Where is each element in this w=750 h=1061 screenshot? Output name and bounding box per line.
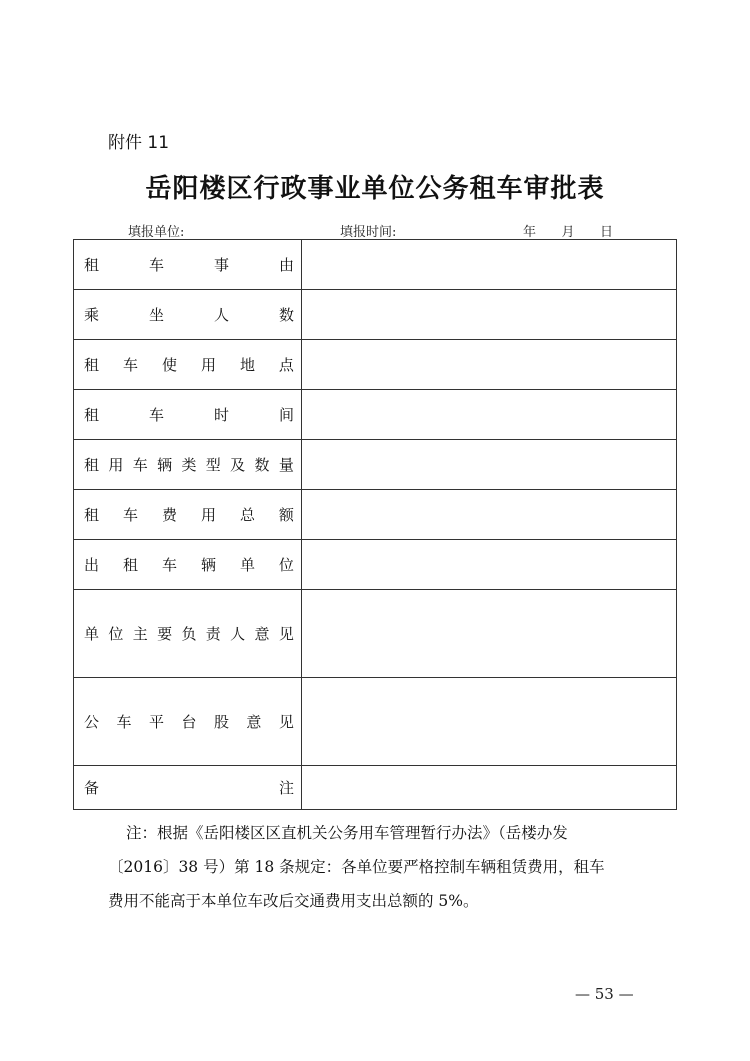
row-label-char: 要	[157, 625, 173, 643]
row-label-char: 出	[84, 556, 100, 574]
row-label-char: 车	[148, 256, 164, 274]
row-label-char: 意	[246, 713, 262, 731]
row-label-char: 租	[122, 556, 138, 574]
row-label-char: 租	[84, 456, 100, 474]
row-label-chars	[84, 504, 294, 525]
approval-form-body	[74, 240, 677, 810]
table-row	[74, 766, 677, 810]
row-label-char: 辆	[200, 556, 216, 574]
fill-date	[523, 221, 613, 240]
note-line-3: 费用不能高于本单位车改后交通费用支出总额的 5%。	[108, 892, 479, 910]
row-label-char: 间	[278, 406, 294, 424]
row-label-char: 主	[132, 625, 148, 643]
row-label-chars	[84, 454, 294, 475]
row-label	[74, 678, 302, 766]
date-month-label: 月	[561, 225, 575, 240]
row-label-char: 责	[205, 625, 221, 643]
row-label-char: 额	[278, 506, 294, 524]
row-label-char: 公	[84, 713, 100, 731]
row-label-char: 单	[239, 556, 255, 574]
row-label-char: 辆	[157, 456, 173, 474]
row-label-chars	[84, 777, 294, 798]
row-label-char: 及	[230, 456, 246, 474]
table-row	[74, 678, 677, 766]
page-title: 岳阳楼区行政事业单位公务租车审批表	[145, 174, 605, 204]
table-row	[74, 340, 677, 390]
row-label-char: 事	[213, 256, 229, 274]
row-label-char: 乘	[84, 306, 100, 324]
row-value-field[interactable]	[302, 766, 677, 810]
row-label-char: 车	[122, 356, 138, 374]
table-row	[74, 490, 677, 540]
table-row	[74, 590, 677, 678]
fill-time-label: 填报时间:	[340, 225, 397, 240]
table-row	[74, 540, 677, 590]
row-label-char: 使	[161, 356, 177, 374]
row-label-char: 意	[254, 625, 270, 643]
row-label-char: 费	[161, 506, 177, 524]
row-value-field[interactable]	[302, 290, 677, 340]
date-year-label: 年	[523, 225, 537, 240]
row-label-char: 总	[239, 506, 255, 524]
date-day-label: 日	[599, 225, 613, 240]
row-label-chars	[84, 404, 294, 425]
row-label-char: 位	[108, 625, 124, 643]
row-label-char: 量	[278, 456, 294, 474]
row-label-char: 用	[108, 456, 124, 474]
row-label-char: 数	[254, 456, 270, 474]
row-value-field[interactable]	[302, 678, 677, 766]
row-label-char: 车	[122, 506, 138, 524]
row-label-char: 车	[116, 713, 132, 731]
row-label	[74, 290, 302, 340]
row-value-field[interactable]	[302, 240, 677, 290]
row-value-field[interactable]	[302, 540, 677, 590]
row-label-char: 人	[213, 306, 229, 324]
row-label-char: 见	[278, 625, 294, 643]
table-row	[74, 440, 677, 490]
row-label-char: 车	[148, 406, 164, 424]
row-label-chars	[84, 711, 294, 732]
row-label-char: 型	[205, 456, 221, 474]
table-row	[74, 240, 677, 290]
row-label-char: 类	[181, 456, 197, 474]
approval-form-table	[73, 239, 677, 810]
row-label-chars	[84, 623, 294, 644]
row-label-char: 坐	[148, 306, 164, 324]
row-label	[74, 766, 302, 810]
row-label-char: 租	[84, 506, 100, 524]
row-value-field[interactable]	[302, 340, 677, 390]
row-label-char: 人	[230, 625, 246, 643]
row-value-field[interactable]	[302, 390, 677, 440]
row-label-char: 点	[278, 356, 294, 374]
row-label-char: 平	[148, 713, 164, 731]
row-label-char: 位	[278, 556, 294, 574]
row-label-char: 台	[181, 713, 197, 731]
row-label	[74, 440, 302, 490]
row-label-char: 备	[84, 779, 100, 797]
row-label-char: 负	[181, 625, 197, 643]
notes	[108, 816, 648, 918]
row-label-char: 用	[200, 506, 216, 524]
row-label-chars	[84, 304, 294, 325]
row-label	[74, 540, 302, 590]
row-label-chars	[84, 354, 294, 375]
row-label-char: 用	[200, 356, 216, 374]
row-label-char: 股	[213, 713, 229, 731]
row-label	[74, 590, 302, 678]
fill-unit-label: 填报单位:	[128, 225, 185, 240]
row-label-char: 租	[84, 406, 100, 424]
row-label-char: 单	[84, 625, 100, 643]
row-label-char: 时	[213, 406, 229, 424]
row-label	[74, 490, 302, 540]
row-label-char: 注	[278, 779, 294, 797]
row-label-char: 车	[161, 556, 177, 574]
row-label-char: 租	[84, 356, 100, 374]
row-label	[74, 240, 302, 290]
note-line-1: 注：根据《岳阳楼区区直机关公务用车管理暂行办法》（岳楼办发	[126, 824, 568, 842]
row-label-char: 车	[132, 456, 148, 474]
row-value-field[interactable]	[302, 440, 677, 490]
row-label-char: 数	[278, 306, 294, 324]
row-label-char: 地	[239, 356, 255, 374]
row-label	[74, 390, 302, 440]
row-value-field[interactable]	[302, 490, 677, 540]
row-label-char: 租	[84, 256, 100, 274]
page-number: — 53 —	[575, 985, 634, 1003]
table-row	[74, 390, 677, 440]
row-value-field[interactable]	[302, 590, 677, 678]
row-label-char: 由	[278, 256, 294, 274]
row-label-char: 见	[278, 713, 294, 731]
attachment-label: 附件 11	[108, 133, 170, 153]
row-label-chars	[84, 254, 294, 275]
table-row	[74, 290, 677, 340]
row-label	[74, 340, 302, 390]
row-label-chars	[84, 554, 294, 575]
note-line-2: 〔2016〕38 号）第 18 条规定：各单位要严格控制车辆租赁费用，租车	[108, 858, 605, 876]
